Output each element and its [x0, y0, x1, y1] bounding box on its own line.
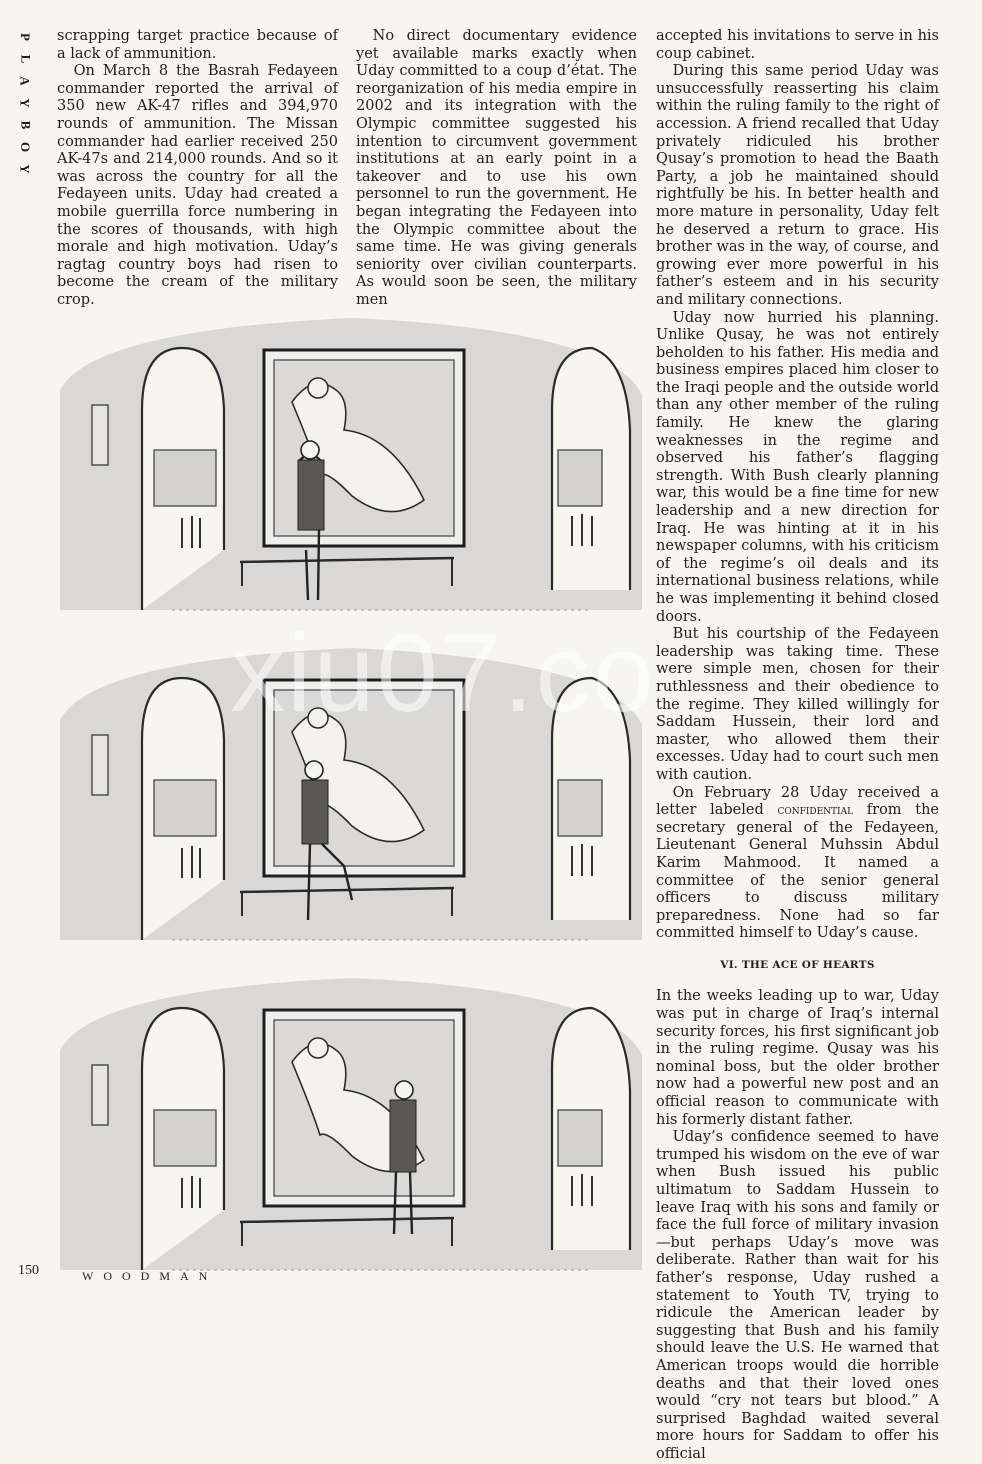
page-number: 150: [18, 1263, 39, 1278]
paragraph: [656, 785, 939, 943]
sidebar-letter: L: [17, 54, 33, 64]
sidebar-letter: P: [17, 33, 33, 41]
sidebar-letter: A: [17, 76, 33, 86]
sidebar-letter: Y: [17, 98, 33, 108]
paragraph: No direct documentary evidence yet available marks exactly when Uday committed to a coup d’état. The reorganization of his media empire in 2002 and its integration with the Olympic committee suggested his intention to circumvent government institutions at an early point in a takeover and to use his own personnel to run the government. He began integrating the Fedayeen into the Olympic committee about the same time. He was giving generals seniority over civilian counterparts. As would soon be seen, the military men: [356, 28, 637, 308]
magazine-sidebar-logo: [14, 30, 36, 176]
confidential-label: confidential: [777, 803, 854, 819]
paragraph: Uday now hurried his planning. Unlike Qusay, he was not entirely beholden to his father. His media and business empires placed him closer to the Iraqi people and the outside world than any other member of the ruling family. He knew the glaring weaknesses in the regime and observed his father’s flagging strength. With Bush clearly planning war, this would be a fine time for new leadership and a new direction for Iraq. He was hinting at it in his newspaper columns, with his criticism of the regime’s oil deals and its international business relations, while he was implementing it behind closed doors.: [656, 309, 939, 625]
article-column-2: [356, 28, 637, 310]
paragraph-text: On February 28 Uday received a letter labeled: [656, 784, 939, 819]
section-heading: VI. THE ACE OF HEARTS: [720, 958, 875, 971]
sidebar-letter: B: [17, 120, 33, 130]
paragraph: Uday’s confidence seemed to have trumped his wisdom on the eve of war when Bush issued his public ultimatum to Saddam Hussein to leave Iraq with his sons and family or face the full force of military invasion—but perhaps Uday’s move was deliberate. Rather than wait for his father’s response, Uday rushed a statement to Youth TV, trying to ridicule the American leader by suggesting that Bush and his family should leave the U.S. He warned that American troops would die horrible deaths and that their loved ones would “cry not tears but blood.” A surprised Baghdad waited several more hours for Saddam to offer his official: [656, 1129, 939, 1462]
sidebar-letter: Y: [17, 164, 33, 174]
gallery-cartoon: [52, 300, 646, 1290]
paragraph: During this same period Uday was unsuccessfully reasserting his claim within the ruling family to the right of accession. A friend recalled that Uday privately ridiculed his brother Qusay’s promotion to head the Baath Party, a job he maintained should rightfully be his. In better health and more mature in personality, Uday felt he deserved a return to grace. His brother was in the way, of course, and growing ever more powerful in his father’s esteem and in his security and military connections.: [656, 63, 939, 308]
paragraph: But his courtship of the Fedayeen leadership was taking time. These were simple men, chosen for their ruthlessness and their obedience to the regime. They killed willingly for Saddam Hussein, their lord and master, who allowed them their excesses. Uday had to court such men with caution.: [656, 626, 939, 783]
sidebar-letter: O: [18, 141, 33, 153]
paragraph: On March 8 the Basrah Fedayeen commander reported the arrival of 350 new AK-47 rifles and 394,970 rounds of ammunition. The Missan commander had earlier received 250 AK-47s and 214,000 rounds. And so it was across the country for all the Fedayeen units. Uday had created a mobile guerrilla force numbering in the scores of thousands, with high morale and high motivation. Uday’s ragtag country boys had risen to become the cream of the military crop.: [57, 63, 338, 308]
paragraph: In the weeks leading up to war, Uday was put in charge of Iraq’s internal security forces, his first significant job in the ruling regime. Qusay was his nominal boss, but the older brother now had a powerful new post and an official reason to communicate with his formerly distant father.: [656, 988, 939, 1128]
paragraph: scrapping target practice because of a lack of ammunition.: [57, 28, 338, 62]
article-column-3: [656, 28, 939, 1464]
cartoon-signature: WOODMAN: [82, 1269, 218, 1283]
paragraph-text: from the secretary general of the Fedayeen, Lieutenant General Muhssin Abdul Karim Mahmood. It named a committee of the senior general officers to discuss military preparedness. None had so far committed himself to Uday’s cause.: [656, 802, 940, 942]
watermark: xiu07.co: [230, 612, 656, 735]
paragraph: accepted his invitations to serve in his coup cabinet.: [656, 28, 939, 62]
article-column-1: [57, 28, 338, 310]
